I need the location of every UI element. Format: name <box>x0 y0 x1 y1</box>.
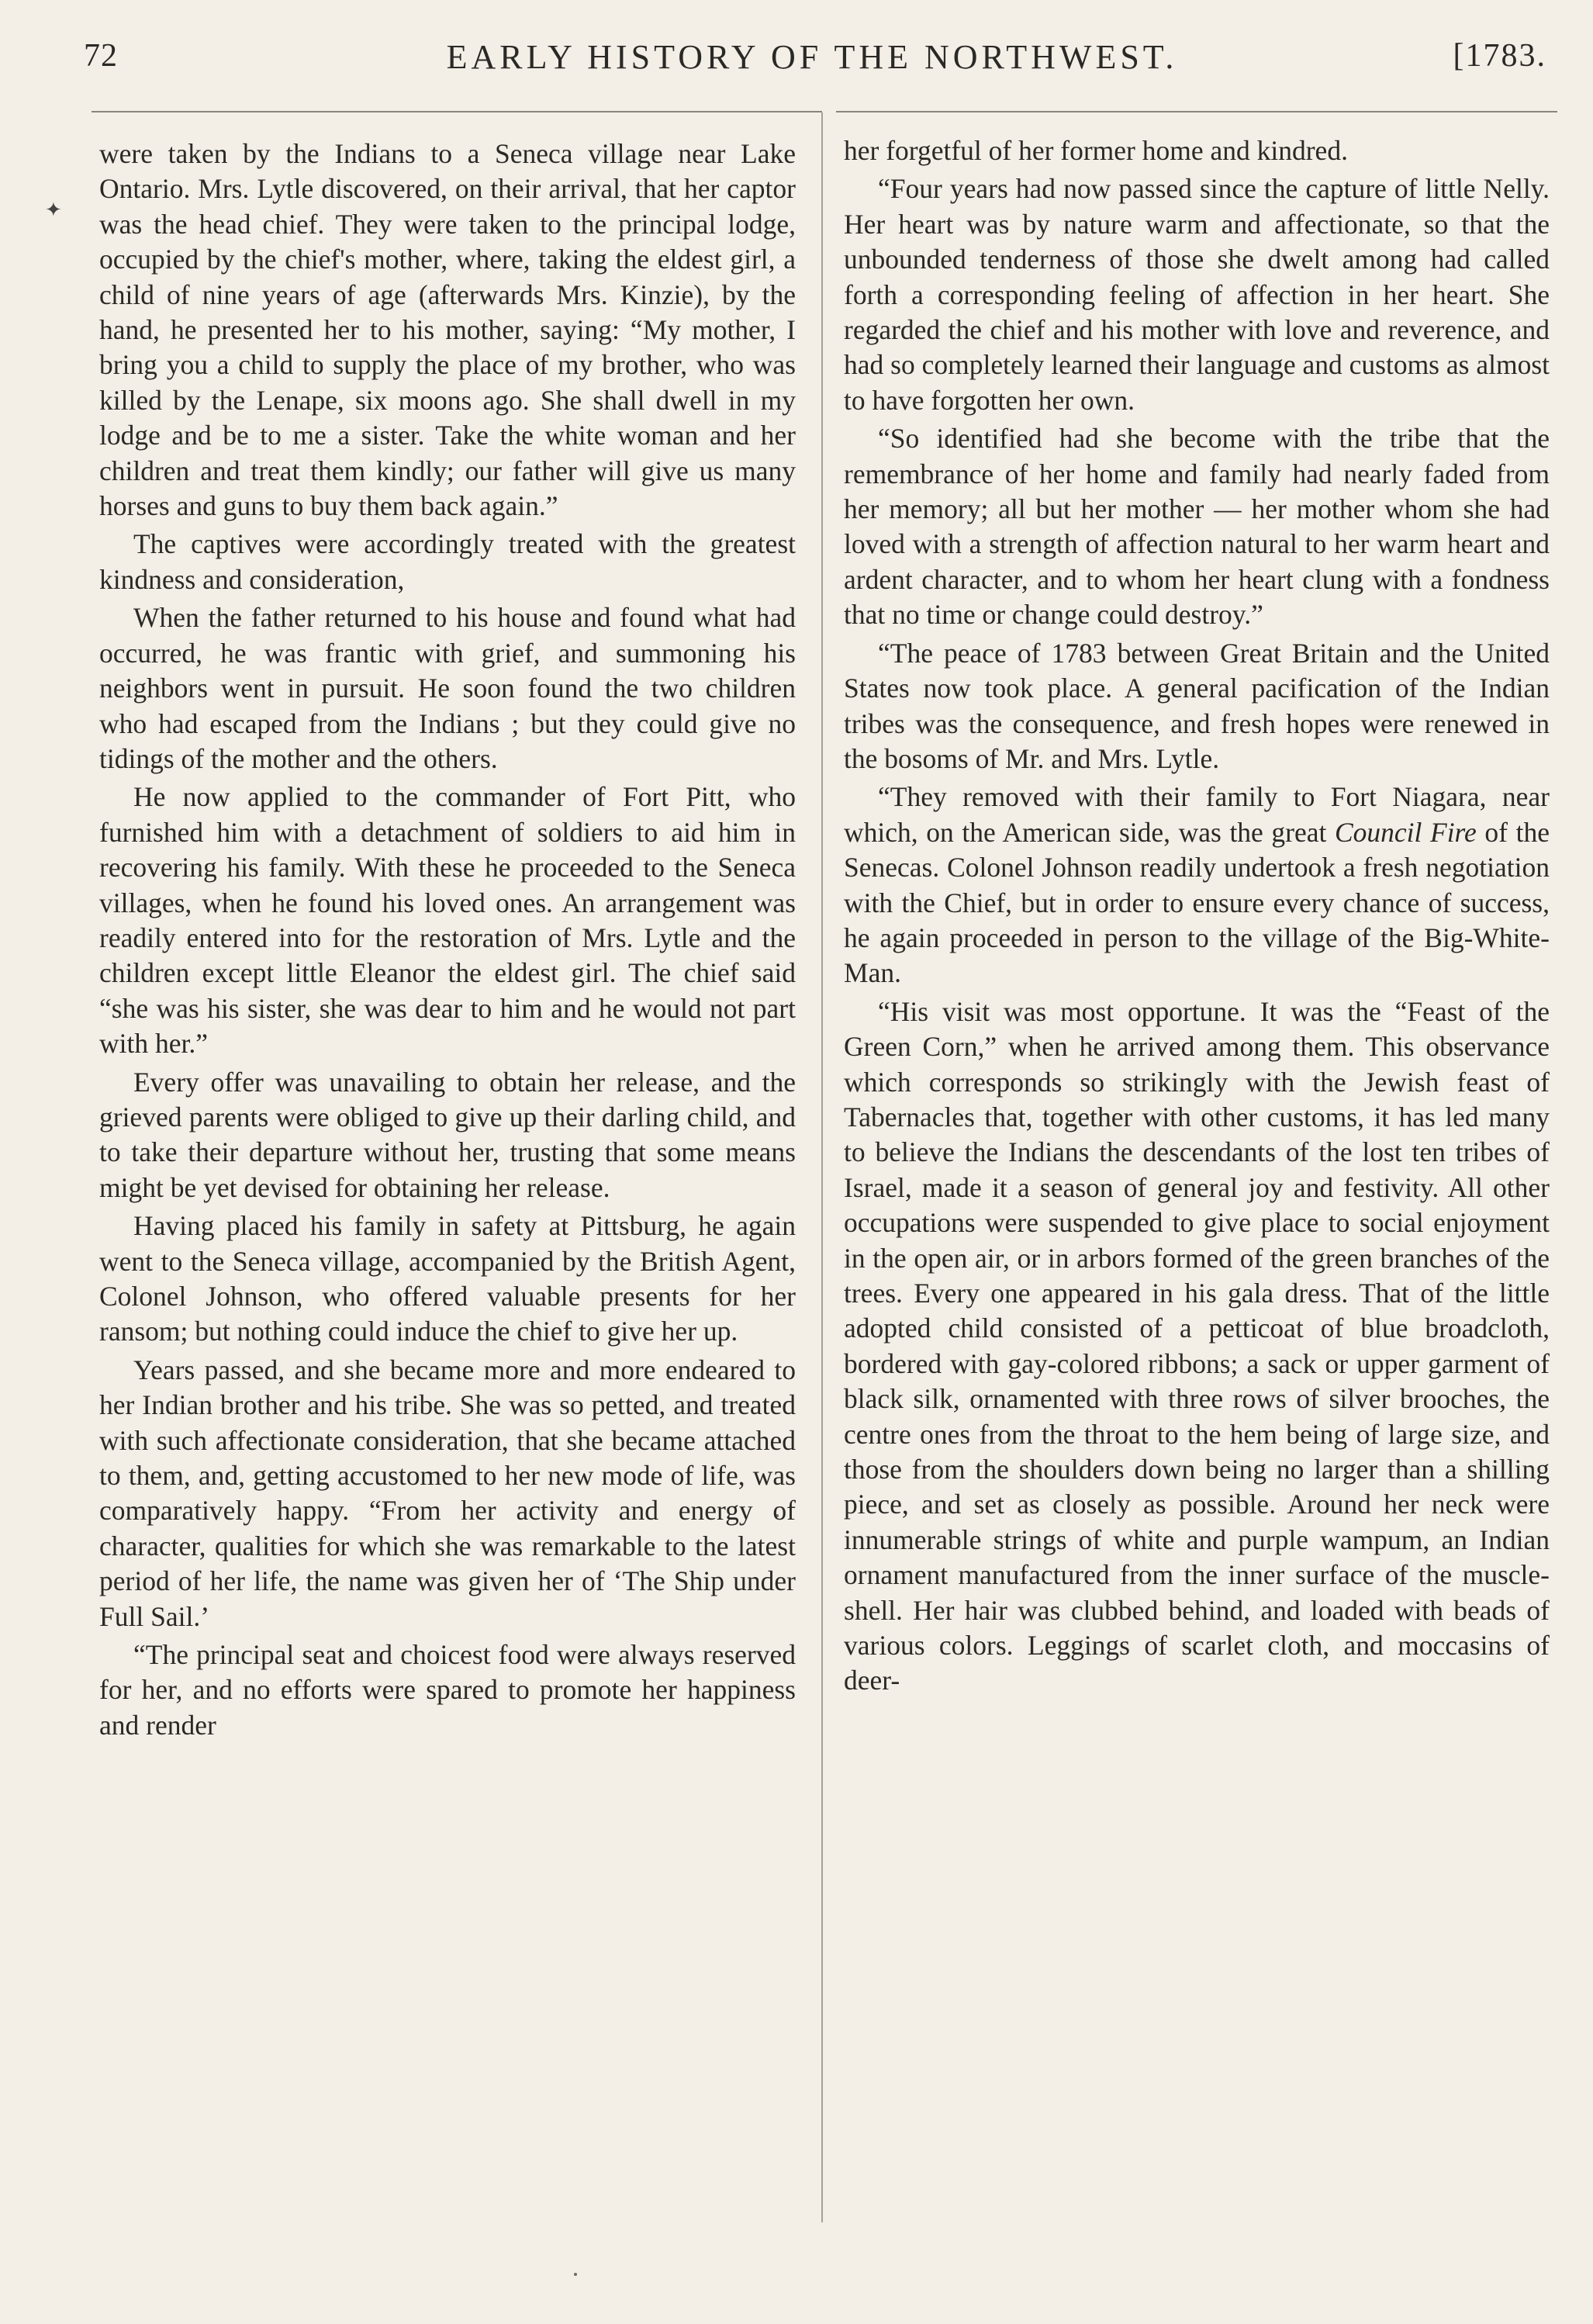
paragraph: The captives were accordingly treated with the greatest kindness and consideration, <box>99 528 796 595</box>
italic-phrase: Council Fire <box>1334 816 1477 848</box>
right-column <box>844 133 1550 1702</box>
header-rule-right <box>836 111 1557 112</box>
left-column <box>99 137 796 1746</box>
paragraph <box>844 780 1550 991</box>
text-run: “They removed with their family to Fort Niagara, near which, on the American side, was the great <box>844 781 1550 848</box>
paragraph: “Four years had now passed since the capture of little Nelly. Her heart was by nature warm and affectionate, so that the unbounded tenderness of those she dwelt among had called forth a corresponding feeling of affection in her heart. She regarded the chief and his mother with love and reverence, and had so completely learned their language and customs as almost to have forgotten her own. <box>844 173 1550 416</box>
paragraph: Every offer was unavailing to obtain her release, and the grieved parents were obliged to give up their darling child, and to take their departure without her, trusting that some means might be yet devised for obtaining her release. <box>99 1066 796 1203</box>
paragraph: “His visit was most opportune. It was the “Feast of the Green Corn,” when he arrived among them. This observance which corresponds so strikingly with the Jewish feast of Tabernacles that, together with other customs, it has led many to believe the Indians the descendants of the lost ten tribes of Israel, made it a season of general joy and festivity. All other occupations were suspended to give place to social enjoyment in the open air, or in arbors formed of the green branches of the trees. Every one appeared in his gala dress. That of the little adopted child consisted of a petticoat of blue broadcloth, bordered with gay-colored ribbons; a sack or upper garment of black silk, ornamented with three rows of silver brooches, the centre ones from the throat to the hem being of large size, and those from the shoulders down being no larger than a shilling piece, and set as closely as possible. Around her neck were innumerable strings of white and purple wampum, an Indian ornament manufactured from the inner surface of the muscle-shell. Her hair was clubbed behind, and loaded with beads of various colors. Leggings of scarlet cloth, and moccasins of deer- <box>844 995 1550 1696</box>
paragraph: He now applied to the commander of Fort Pitt, who furnished him with a detachment of soldiers to aid him in recovering his family. With these he proceeded to the Seneca villages, when he found his loved ones. An arrangement was readily entered into for the restoration of Mrs. Lytle and the children except little Eleanor the eldest girl. The chief said “she was his sister, she was dear to him and he would not part with her.” <box>99 781 796 1060</box>
paragraph: “So identified had she become with the tribe that the remembrance of her home and family had nearly faded from her memory; all but her mother — her mother whom she had loved with a strength of affection natural to her warm heart and ardent character, and to whom her heart clung with a fondness that no time or change could destroy.” <box>844 423 1550 631</box>
paragraph: “The principal seat and choicest food were always reserved for her, and no efforts were spared to promote her happiness and render <box>99 1639 796 1741</box>
header-rule-left <box>92 111 822 112</box>
page-speck <box>574 2273 577 2276</box>
page-number: 72 <box>84 38 118 74</box>
paragraph: “The peace of 1783 between Great Britain and the United States now took place. A general pacification of the Indian tribes was the consequence, and fresh hopes were renewed in the bosoms of Mr. and Mrs. Lytle. <box>844 637 1550 774</box>
running-year: [1783. <box>1453 38 1546 74</box>
paragraph: Years passed, and she became more and more endeared to her Indian brother and his tribe. She was so petted, and treated with such affectionate consideration, that she became attached to them, and, getting accustomed to her new mode of life, was comparatively happy. “From her activity and energy of character, qualities for which she was remarkable to the latest period of her life, the name was given her of ‘The Ship under Full Sail.’ <box>99 1354 796 1632</box>
running-head <box>78 31 1546 85</box>
margin-mark: ✦ <box>45 199 62 221</box>
paragraph: her forgetful of her former home and kindred. <box>844 135 1348 166</box>
paragraph: Having placed his family in safety at Pittsburg, he again went to the Seneca village, accompanied by the British Agent, Colonel Johnson, who offered valuable presents for her ransom; but nothing could induce the chief to give her up. <box>99 1210 796 1347</box>
paragraph: When the father returned to his house and found what had occurred, he was frantic with grief, and summoning his neighbors went in pursuit. He soon found the two children who had escaped from the Indians ; but they could give no tidings of the mother and the others. <box>99 602 796 774</box>
column-divider <box>821 112 823 2222</box>
text-run: of the Senecas. Colonel Johnson readily undertook a fresh negotiation with the Chief, but in order to ensure every chance of success, he again proceeded in person to the village of the Big-White-Man. <box>844 816 1550 989</box>
paragraph: were taken by the Indians to a Seneca village near Lake Ontario. Mrs. Lytle discovered, on their arrival, that her captor was the head chief. They were taken to the principal lodge, occupied by the chief's mother, where, taking the eldest girl, a child of nine years of age (afterwards Mrs. Kinzie), by the hand, he presented her to his mother, saying: “My mother, I bring you a child to supply the place of my brother, who was killed by the Lenape, six moons ago. She shall dwell in my lodge and be to me a sister. Take the white woman and her children and treat them kindly; our father will give us many horses and guns to buy them back again.” <box>99 138 796 522</box>
running-title: EARLY HISTORY OF THE NORTHWEST. <box>446 38 1178 76</box>
